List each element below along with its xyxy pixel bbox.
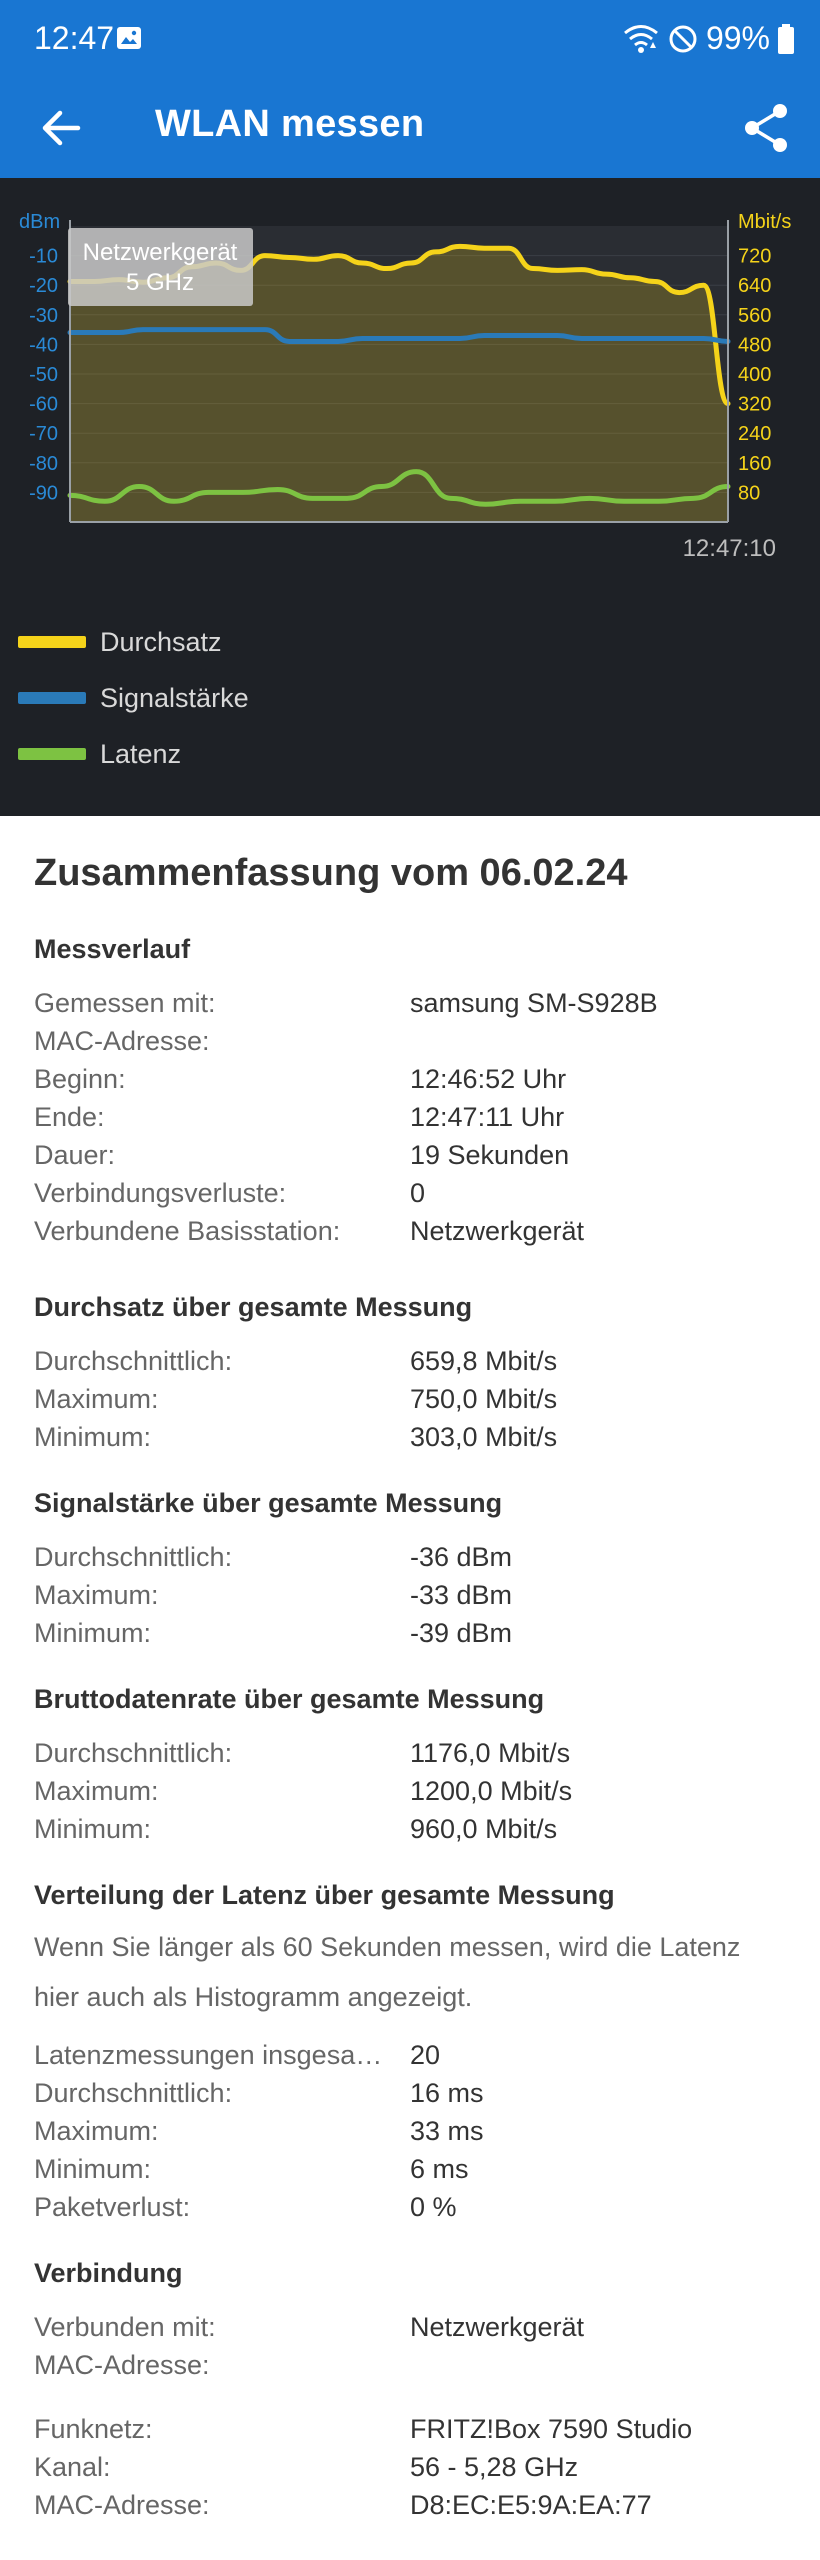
info-label: Verbundene Basisstation:: [34, 1216, 341, 1246]
status-time: 12:47: [34, 20, 115, 56]
page-title: WLAN messen: [155, 103, 425, 145]
left-tick-label: -60: [29, 393, 58, 416]
legend-label: Durchsatz: [100, 626, 222, 657]
info-row: [34, 988, 786, 1026]
arrow-back-icon[interactable]: [38, 105, 84, 151]
latency-note: Wenn Sie länger als 60 Sekunden messen, wird die Latenz hier auch als Histogramm angezeigt.: [34, 1932, 741, 2012]
battery-percent: 99%: [705, 20, 770, 56]
info-value: Netzwerkgerät: [410, 1216, 585, 1246]
info-label: Latenzmessungen insgesa…: [34, 2040, 383, 2070]
info-row: [34, 1422, 786, 1460]
tooltip-line2: 5 GHz: [125, 269, 195, 296]
info-row: [34, 1064, 786, 1102]
info-row: [34, 2040, 786, 2078]
right-tick-label: 640: [738, 275, 772, 298]
info-label: Durchschnittlich:: [34, 1542, 233, 1572]
info-label: Funknetz:: [34, 2414, 153, 2444]
info-row: [34, 2078, 786, 2116]
right-tick-label: 320: [738, 393, 772, 416]
left-tick-label: -70: [29, 423, 58, 446]
info-label: Dauer:: [34, 1140, 116, 1170]
info-row: [34, 2414, 786, 2452]
info-label: MAC-Adresse:: [34, 2350, 210, 2380]
left-tick-label: -40: [29, 334, 58, 357]
status-bar: [0, 0, 820, 78]
legend-item-durchsatz: [18, 622, 222, 662]
legend-swatch: [18, 692, 86, 704]
info-value: -39 dBm: [410, 1618, 513, 1648]
info-row: [34, 1776, 786, 1814]
section-title-brutto: Bruttodatenrate über gesamte Messung: [34, 1684, 545, 1714]
left-tick-label: -30: [29, 304, 58, 327]
info-label: Maximum:: [34, 1384, 159, 1414]
battery-icon: [778, 24, 794, 54]
info-row: [34, 1346, 786, 1384]
info-label: Durchschnittlich:: [34, 1738, 233, 1768]
info-label: Minimum:: [34, 1422, 152, 1452]
legend-item-signalstaerke: [18, 678, 249, 718]
image-icon: [116, 26, 142, 50]
right-tick-label: 400: [738, 364, 772, 386]
info-label: Durchschnittlich:: [34, 2078, 233, 2108]
info-row: [34, 2452, 786, 2490]
info-row: [34, 1384, 786, 1422]
info-value: 1200,0 Mbit/s: [410, 1776, 573, 1806]
info-label: MAC-Adresse:: [34, 1026, 210, 1056]
info-label: Maximum:: [34, 1776, 159, 1806]
info-label: Paketverlust:: [34, 2192, 191, 2222]
measurement-chart: [0, 178, 820, 618]
chart-panel: [0, 178, 820, 816]
info-row: [34, 2312, 786, 2350]
info-value: 0 %: [410, 2192, 457, 2222]
status-icons: [622, 20, 794, 57]
info-label: Verbunden mit:: [34, 2312, 216, 2342]
info-value: D8:EC:E5:9A:EA:77: [410, 2490, 652, 2520]
right-tick-label: 160: [738, 452, 772, 475]
info-label: Durchschnittlich:: [34, 1346, 233, 1376]
legend-label: Signalstärke: [100, 682, 249, 713]
legend-item-latenz: [18, 734, 181, 774]
right-tick-label: 720: [738, 245, 772, 268]
legend-swatch: [18, 748, 86, 760]
do-not-disturb-icon: [668, 24, 698, 54]
info-label: Minimum:: [34, 2154, 152, 2184]
section-title-latenz: Verteilung der Latenz über gesamte Messung: [34, 1880, 615, 1910]
info-value: 750,0 Mbit/s: [410, 1384, 558, 1414]
info-label: Maximum:: [34, 1580, 159, 1610]
info-value: 6 ms: [410, 2154, 469, 2184]
left-tick-label: -20: [29, 275, 58, 298]
info-value: 1176,0 Mbit/s: [410, 1738, 571, 1768]
chart-tooltip: [68, 228, 253, 306]
info-row: [34, 1738, 786, 1776]
section-title-messverlauf: Messverlauf: [34, 934, 191, 964]
right-tick-label: 80: [738, 482, 761, 505]
info-label: Gemessen mit:: [34, 988, 216, 1018]
info-value: 659,8 Mbit/s: [410, 1346, 558, 1376]
left-tick-label: -90: [29, 482, 58, 505]
legend-label: Latenz: [100, 738, 182, 769]
info-value: Netzwerkgerät: [410, 2312, 585, 2342]
wifi-icon: [622, 24, 660, 54]
info-value: 19 Sekunden: [410, 1140, 570, 1170]
info-value: 12:47:11 Uhr: [410, 1102, 565, 1132]
x-axis-end-label: 12:47:10: [682, 535, 776, 562]
info-value: samsung SM-S928B: [410, 988, 658, 1018]
info-row: [34, 1814, 786, 1852]
app-bar: [0, 78, 820, 178]
right-tick-label: 480: [738, 334, 772, 357]
right-tick-label: 240: [738, 423, 772, 446]
legend-swatch: [18, 636, 86, 648]
info-label: Minimum:: [34, 1618, 152, 1648]
info-row: [34, 1140, 786, 1178]
info-label: MAC-Adresse:: [34, 2490, 210, 2520]
section-title-durchsatz: Durchsatz über gesamte Messung: [34, 1292, 473, 1322]
info-row: [34, 2154, 786, 2192]
left-axis-unit: dBm: [19, 211, 61, 233]
info-value: 56 - 5,28 GHz: [410, 2452, 579, 2482]
section-title-signal: Signalstärke über gesamte Messung: [34, 1488, 503, 1518]
info-row: [34, 1216, 786, 1254]
tooltip-line1: Netzwerkgerät: [82, 239, 238, 266]
info-value: FRITZ!Box 7590 Studio: [410, 2414, 693, 2444]
info-value: 12:46:52 Uhr: [410, 1064, 567, 1094]
info-row: [34, 1102, 786, 1140]
left-tick-label: -10: [29, 245, 58, 268]
info-row: [34, 2490, 786, 2528]
info-row: [34, 2116, 786, 2154]
info-label: Beginn:: [34, 1064, 126, 1094]
left-tick-label: -80: [29, 452, 58, 475]
info-row: [34, 1026, 786, 1064]
info-label: Maximum:: [34, 2116, 159, 2146]
summary-heading: Zusammenfassung vom 06.02.24: [34, 852, 628, 894]
info-value: 960,0 Mbit/s: [410, 1814, 558, 1844]
info-row: [34, 2192, 786, 2230]
info-row: [34, 2350, 786, 2388]
info-label: Ende:: [34, 1102, 105, 1132]
info-label: Verbindungsverluste:: [34, 1178, 287, 1208]
info-value: 0: [410, 1178, 426, 1208]
info-row: [34, 1542, 786, 1580]
info-value: 33 ms: [410, 2116, 484, 2146]
info-value: -33 dBm: [410, 1580, 513, 1610]
info-label: Kanal:: [34, 2452, 111, 2482]
info-row: [34, 1618, 786, 1656]
info-value: -36 dBm: [410, 1542, 513, 1572]
info-row: [34, 1580, 786, 1618]
info-value: 20: [410, 2040, 441, 2070]
share-icon[interactable]: [742, 102, 790, 154]
right-tick-label: 560: [738, 304, 772, 327]
left-tick-label: -50: [29, 364, 58, 386]
info-label: Minimum:: [34, 1814, 152, 1844]
info-value: 303,0 Mbit/s: [410, 1422, 558, 1452]
info-row: [34, 1178, 786, 1216]
right-axis-unit: Mbit/s: [738, 211, 792, 233]
info-value: 16 ms: [410, 2078, 484, 2108]
section-title-verbindung: Verbindung: [34, 2258, 183, 2288]
